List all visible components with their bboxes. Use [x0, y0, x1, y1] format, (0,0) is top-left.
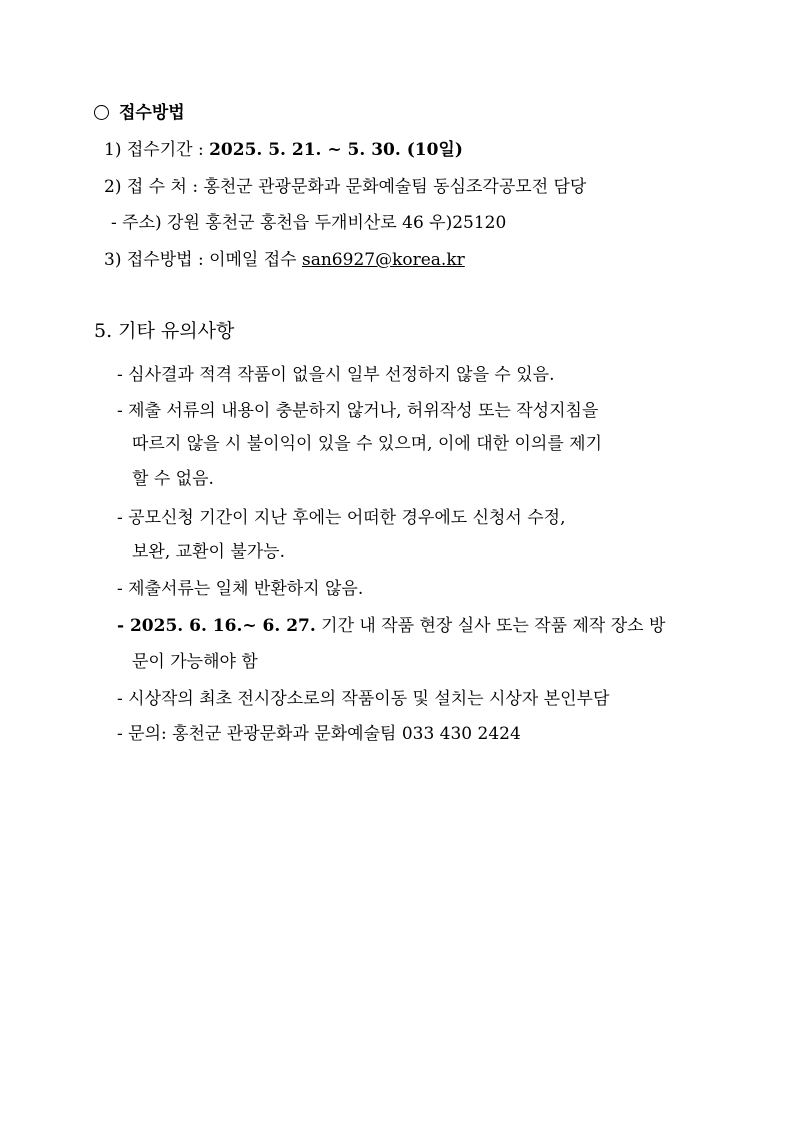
note-item-continued: 할 수 없음. [132, 469, 214, 489]
circle-bullet-icon [94, 105, 109, 120]
note-item-continued: 따르지 않을 시 불이익이 있을 수 있으며, 이에 대한 이의를 제기 [132, 434, 602, 454]
note-item-contact: - 문의: 홍천군 관광문화과 문화예술팀 033 430 2424 [117, 724, 521, 744]
reception-method [104, 249, 465, 271]
note-item: - 심사결과 적격 작품이 없을시 일부 선정하지 않을 수 있음. [117, 365, 555, 385]
note-item: - 제출서류는 일체 반환하지 않음. [117, 579, 364, 599]
reception-place: 2) 접 수 처 : 홍천군 관광문화과 문화예술팀 동심조각공모전 담당 [104, 177, 587, 197]
note-item: - 제출 서류의 내용이 충분하지 않거나, 허위작성 또는 작성지침을 [117, 401, 599, 421]
reception-period [104, 139, 463, 161]
visit-dates: - 2025. 6. 16.~ 6. 27. [117, 616, 316, 636]
note-item-continued: 보완, 교환이 불가능. [132, 542, 285, 562]
reception-heading [94, 102, 185, 124]
period-value: 2025. 5. 21. ~ 5. 30. (10일) [209, 140, 463, 160]
method-label: 3) 접수방법 : 이메일 접수 [104, 250, 302, 270]
note-item: - 시상작의 최초 전시장소로의 작품이동 및 설치는 시상자 본인부담 [117, 689, 610, 709]
visit-text: 기간 내 작품 현장 실사 또는 작품 제작 장소 방 [315, 616, 666, 636]
notes-title: 5. 기타 유의사항 [94, 320, 235, 342]
period-label: 1) 접수기간 : [104, 140, 210, 160]
reception-address: - 주소) 강원 홍천군 홍천읍 두개비산로 46 우)25120 [111, 213, 507, 233]
note-item-visit [117, 615, 665, 637]
email-link[interactable]: san6927@korea.kr [302, 250, 465, 270]
reception-title: 접수방법 [119, 103, 185, 123]
note-item: - 공모신청 기간이 지난 후에는 어떠한 경우에도 신청서 수정, [117, 508, 566, 528]
note-item-continued: 문이 가능해야 함 [132, 652, 258, 672]
